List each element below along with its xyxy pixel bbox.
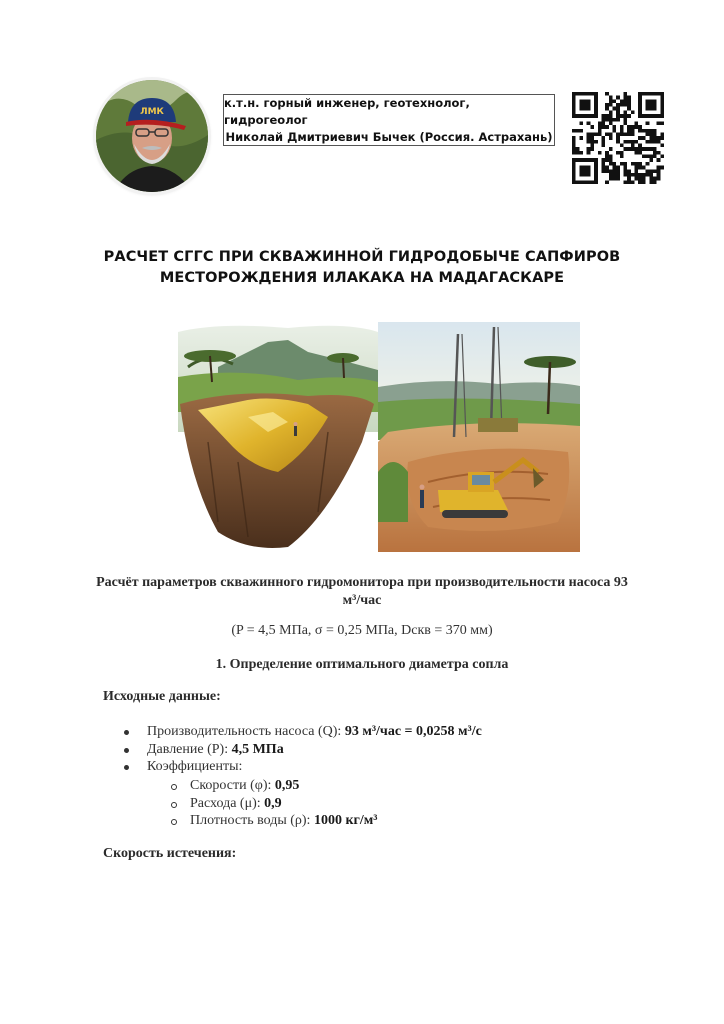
document-title bbox=[60, 247, 664, 289]
list-item-water-density bbox=[170, 812, 377, 830]
list-item-discharge-coefficient bbox=[170, 795, 377, 813]
coefficients-list bbox=[170, 777, 377, 830]
author-credentials: к.т.н. горный инженер, геотехнолог, гидрогеолог bbox=[224, 95, 470, 127]
calculation-parameters: (P = 4,5 МПа, σ = 0,25 МПа, Dскв = 370 мм) bbox=[231, 623, 493, 638]
subtitle-line-1: Расчёт параметров скважинного гидромонитора при производительности насоса 93 bbox=[96, 575, 628, 590]
list-item-pump-capacity bbox=[120, 723, 482, 741]
list-item-value: 4,5 МПа bbox=[231, 741, 284, 757]
subtitle-line-2: м³/час bbox=[342, 593, 382, 608]
input-data-list bbox=[120, 723, 482, 776]
author-info-box bbox=[223, 94, 555, 146]
qr-code-icon bbox=[572, 92, 664, 184]
calculation-subtitle bbox=[96, 574, 628, 610]
title-line-2: МЕСТОРОЖДЕНИЯ ИЛАКАКА НА МАДАГАСКАРЕ bbox=[159, 270, 565, 286]
list-item-coefficients bbox=[120, 758, 482, 776]
list-item-value: 1000 кг/м³ bbox=[313, 813, 378, 828]
list-item-label: Расхода (μ): bbox=[190, 795, 265, 811]
list-item-label: Производительность насоса (Q): bbox=[147, 724, 345, 739]
title-line-1: РАСЧЕТ СГГС ПРИ СКВАЖИННОЙ ГИДРОДОБЫЧЕ САПФИРОВ bbox=[103, 249, 621, 265]
list-item-label: Давление (P): bbox=[147, 741, 232, 757]
qr-code bbox=[572, 92, 664, 184]
list-item-label: Скорости (φ): bbox=[190, 778, 275, 793]
outflow-velocity-heading: Скорость истечения: bbox=[103, 846, 237, 861]
author-portrait-image bbox=[96, 80, 208, 192]
author-photo bbox=[96, 80, 208, 192]
list-item-label: Коэффициенты: bbox=[147, 759, 243, 774]
list-item-value: 93 м³/час = 0,0258 м³/с bbox=[344, 724, 482, 739]
section-heading-nozzle-diameter: 1. Определение оптимального диаметра сопла bbox=[215, 657, 509, 672]
list-item-value: 0,95 bbox=[274, 778, 300, 793]
list-item-pressure bbox=[120, 741, 482, 759]
list-item-velocity-coefficient bbox=[170, 777, 377, 795]
list-item-value: 0,9 bbox=[264, 795, 282, 811]
input-data-heading: Исходные данные: bbox=[103, 689, 221, 704]
list-item-label: Плотность воды (ρ): bbox=[190, 813, 314, 828]
mining-illustration-image bbox=[178, 322, 580, 552]
author-name: Николай Дмитриевич Бычек (Россия. Астрахань) bbox=[225, 129, 553, 144]
hero-illustration bbox=[178, 322, 580, 552]
cap-logo-text: ЛМК bbox=[140, 107, 164, 117]
